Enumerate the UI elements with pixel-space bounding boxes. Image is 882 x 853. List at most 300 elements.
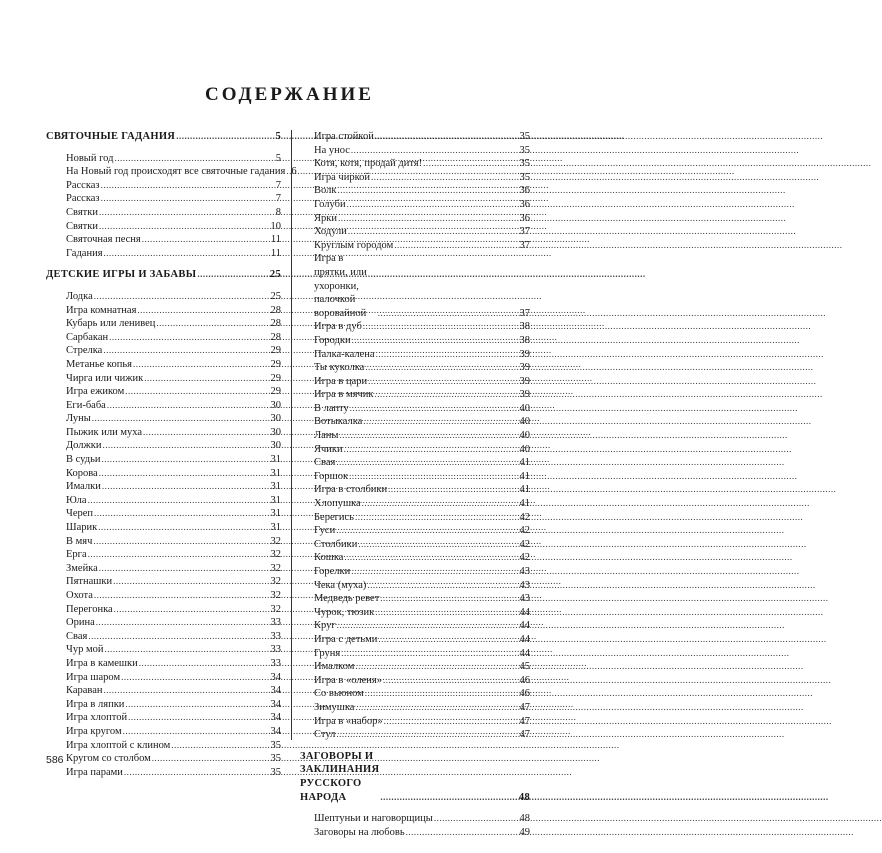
dot-leader — [384, 715, 519, 729]
toc-entry-title: Шептуньи и наговорщицы — [314, 813, 433, 825]
toc-page-number: 35 — [270, 766, 281, 778]
toc-page-number: 34 — [270, 725, 281, 737]
toc-entry — [300, 252, 530, 320]
toc-entry — [46, 385, 281, 399]
toc-entry-title: Свая — [66, 630, 88, 642]
dot-leader — [349, 470, 518, 484]
dot-leader — [93, 535, 269, 549]
dot-leader — [351, 565, 518, 579]
toc-entry-title: Игра стойкой — [314, 131, 374, 142]
toc-entry-title: В лапту — [314, 402, 349, 414]
toc-page-number: 40 — [519, 402, 530, 414]
toc-entry — [300, 687, 530, 701]
toc-entry — [300, 565, 530, 579]
toc-section-heading — [300, 750, 530, 804]
toc-entry — [300, 320, 530, 334]
dot-leader — [376, 348, 519, 362]
toc-page-number: 44 — [519, 647, 530, 659]
toc-entry — [300, 334, 530, 348]
toc-entry — [300, 812, 530, 826]
toc-page-number: 32 — [270, 549, 281, 561]
toc-entry-title: Шарик — [66, 522, 98, 534]
dot-leader — [101, 179, 275, 193]
toc-entry — [300, 483, 530, 497]
dot-leader — [125, 385, 269, 399]
toc-entry-title: Метанье копья — [66, 358, 132, 370]
toc-entry — [300, 388, 530, 402]
toc-entry-title: Череп — [66, 508, 94, 520]
dot-leader — [128, 711, 269, 725]
dot-leader — [139, 657, 270, 671]
toc-page-number: 5 — [275, 131, 281, 142]
toc-entry-title: Игра шаром — [66, 671, 121, 683]
toc-entry-title: Ты куколка — [314, 362, 365, 374]
toc-page-number: 43 — [519, 579, 530, 591]
dot-leader — [96, 616, 270, 630]
toc-page-number: 46 — [519, 674, 530, 686]
toc-page-number: 33 — [270, 617, 281, 629]
toc-entry — [300, 443, 530, 457]
toc-page-number: 32 — [270, 535, 281, 547]
toc-entry-title: Еги-баба — [66, 399, 106, 411]
toc-entry — [300, 538, 530, 552]
toc-entry-title: Свая — [314, 457, 336, 469]
toc-section-title: ЗАГОВОРЫ И ЗАКЛИНАНИЯ РУССКОГО НАРОДА — [300, 750, 380, 803]
toc-entry-title: Ималком — [314, 661, 355, 673]
toc-page-number: 36 — [519, 185, 530, 197]
dot-leader — [344, 551, 518, 565]
toc-page-number: 35 — [519, 144, 530, 156]
toc-entry-title: Святки — [66, 220, 98, 232]
dot-leader — [406, 826, 519, 840]
toc-page-number: 35 — [270, 739, 281, 751]
toc-entry — [46, 317, 281, 331]
dot-leader — [103, 439, 270, 453]
toc-entry-title: Кошка — [314, 552, 344, 564]
toc-entry — [300, 171, 530, 185]
dot-leader — [355, 701, 518, 715]
toc-entry-title: Заговоры на любовь — [314, 826, 405, 838]
toc-entry — [300, 415, 530, 429]
toc-entry-title: Чурок, тюзик — [314, 606, 375, 618]
toc-entry — [300, 130, 530, 144]
toc-entry-title: Игра в «набор» — [314, 715, 383, 727]
toc-page-number: 31 — [270, 467, 281, 479]
toc-page-number: 28 — [270, 331, 281, 343]
dot-leader — [124, 766, 270, 780]
dot-leader — [113, 575, 269, 589]
dot-leader — [142, 233, 270, 247]
dot-leader — [336, 524, 518, 538]
toc-entry — [46, 439, 281, 453]
dot-leader — [143, 426, 269, 440]
dot-leader — [102, 453, 270, 467]
toc-page-number: 42 — [519, 552, 530, 564]
toc-page-number: 11 — [270, 247, 281, 259]
dot-leader — [144, 372, 269, 386]
toc-entry-title: Змейка — [66, 562, 98, 574]
toc-entry — [46, 290, 281, 304]
toc-page-number: 37 — [519, 239, 530, 251]
dot-leader — [351, 144, 519, 158]
dot-leader — [374, 388, 518, 402]
page-number: 586 — [46, 754, 64, 766]
dot-leader — [337, 184, 518, 198]
toc-entry-title: Сарбакан — [66, 331, 109, 343]
dot-leader — [88, 494, 270, 508]
dot-leader — [347, 198, 519, 212]
toc-page-number: 34 — [270, 671, 281, 683]
dot-leader — [365, 361, 518, 375]
toc-entry-title: Игра кругом — [66, 725, 122, 737]
toc-entry-title: На Новый год происходят все святочные гадания — [66, 166, 286, 178]
toc-entry — [300, 619, 530, 633]
toc-entry — [46, 643, 281, 657]
toc-page-number: 41 — [519, 470, 530, 482]
toc-entry-title: Кругом со столбом — [66, 753, 151, 765]
toc-page-number: 37 — [519, 307, 530, 319]
toc-entry-title: Лодка — [66, 290, 93, 302]
toc-entry-title: Рассказ — [66, 179, 100, 191]
dot-leader — [286, 165, 290, 179]
dot-leader — [103, 344, 269, 358]
toc-entry-title: Груня — [314, 647, 341, 659]
toc-entry-title: Игра в прятки, или ухоронки, палочкой воровайной — [314, 253, 367, 319]
toc-entry-title: Котя, котя, продай дитя! — [314, 158, 423, 170]
toc-page-number: 10 — [270, 220, 281, 232]
toc-page-number: 35 — [519, 158, 530, 170]
toc-page-number: 25 — [270, 290, 281, 302]
toc-page-number: 32 — [270, 603, 281, 615]
toc-entry-title: Горшок — [314, 470, 349, 482]
toc-entry — [46, 152, 281, 166]
toc-entry-title: Голуби — [314, 198, 346, 210]
dot-leader — [358, 538, 518, 552]
toc-entry-title: Игра с детьми — [314, 633, 378, 645]
toc-entry-title: Корова — [66, 467, 98, 479]
toc-entry — [46, 725, 281, 739]
toc-entry-title: Круг — [314, 620, 336, 632]
toc-entry — [46, 535, 281, 549]
toc-entry — [46, 684, 281, 698]
toc-page-number: 44 — [519, 633, 530, 645]
dot-leader — [125, 698, 269, 712]
toc-entry-title: Чирга или чижик — [66, 372, 144, 384]
toc-entry-title: Горелки — [314, 566, 351, 577]
dot-leader — [380, 592, 518, 606]
toc-entry — [46, 548, 281, 562]
toc-page-number: 30 — [270, 399, 281, 411]
dot-leader — [99, 206, 275, 220]
dot-leader — [104, 684, 270, 698]
toc-entry-title: Игра комнатная — [66, 304, 137, 316]
dot-leader — [197, 268, 269, 282]
toc-entry — [46, 358, 281, 372]
toc-entry — [300, 144, 530, 158]
toc-entry — [300, 551, 530, 565]
toc-entry-title: Юла — [66, 494, 87, 506]
toc-entry — [300, 647, 530, 661]
toc-page-number: 32 — [270, 562, 281, 574]
dot-leader — [378, 633, 518, 647]
toc-page-number: 32 — [270, 576, 281, 588]
dot-leader — [104, 643, 269, 657]
toc-page-number: 31 — [270, 494, 281, 506]
toc-entry — [300, 715, 530, 729]
toc-entry-title: Луны — [66, 413, 91, 425]
toc-page-number: 11 — [270, 234, 281, 246]
dot-leader — [363, 415, 518, 429]
toc-entry-title: Кубарь или ленивец — [66, 318, 156, 330]
toc-entry — [300, 212, 530, 226]
toc-left-column — [46, 130, 297, 779]
toc-entry-title: Ярки — [314, 212, 337, 224]
toc-entry-title: Хлопушка — [314, 498, 361, 510]
toc-page-number: 48 — [519, 813, 530, 825]
toc-entry — [300, 239, 530, 253]
toc-page-number: 46 — [519, 688, 530, 700]
page-title: СОДЕРЖАНИЕ — [205, 84, 374, 105]
dot-leader — [352, 334, 519, 348]
toc-entry-title: Святочная песня — [66, 234, 141, 246]
toc-entry-title: Ячики — [314, 443, 343, 455]
toc-page-number: 39 — [519, 362, 530, 374]
toc-entry-title: В мяч — [66, 535, 93, 547]
dot-leader — [375, 606, 518, 620]
dot-leader — [176, 130, 274, 144]
toc-entry — [300, 592, 530, 606]
toc-page-number: 31 — [270, 454, 281, 466]
toc-entry-title: Игра в «оленя» — [314, 674, 382, 686]
dot-leader — [367, 579, 518, 593]
toc-entry — [46, 331, 281, 345]
toc-entry — [46, 247, 281, 261]
dot-leader — [341, 647, 518, 661]
toc-entry-title: Игра в ляпки — [66, 698, 125, 710]
toc-entry — [300, 606, 530, 620]
dot-leader — [114, 152, 274, 166]
toc-right-column — [300, 130, 530, 839]
toc-page-number: 34 — [270, 712, 281, 724]
toc-entry-title: Игра парами — [66, 766, 123, 778]
toc-page-number: 44 — [519, 620, 530, 632]
toc-entry — [46, 304, 281, 318]
dot-leader — [98, 521, 269, 535]
toc-entry-title: Ходули — [314, 226, 347, 238]
dot-leader — [336, 728, 518, 742]
dot-leader — [99, 220, 270, 234]
toc-page-number: 30 — [270, 413, 281, 425]
toc-page-number: 31 — [270, 481, 281, 493]
toc-page-number: 42 — [519, 511, 530, 523]
toc-page-number: 42 — [519, 525, 530, 537]
toc-entry — [46, 412, 281, 426]
toc-entry — [46, 562, 281, 576]
dot-leader — [348, 225, 519, 239]
dot-leader — [394, 239, 518, 253]
toc-page-number: 30 — [270, 426, 281, 438]
toc-page-number: 35 — [519, 171, 530, 183]
dot-leader — [123, 725, 270, 739]
dot-leader — [388, 483, 518, 497]
toc-entry — [300, 826, 530, 840]
toc-entry — [300, 579, 530, 593]
toc-entry — [46, 165, 297, 179]
toc-entry — [46, 399, 281, 413]
toc-page-number: 45 — [519, 661, 530, 673]
toc-entry-title: Зимушка — [314, 701, 355, 713]
toc-entry-title: Игра в дуб — [314, 321, 362, 333]
toc-entry — [46, 507, 281, 521]
toc-entry-title: Игра хлоптой — [66, 712, 128, 724]
dot-leader — [368, 375, 518, 389]
dot-leader — [380, 791, 517, 805]
toc-entry-title: Святки — [66, 206, 98, 218]
toc-entry-title: Перегонка — [66, 603, 113, 615]
toc-page-number: 31 — [270, 522, 281, 534]
toc-entry — [300, 470, 530, 484]
toc-entry-title: Должки — [66, 440, 102, 452]
toc-entry — [300, 660, 530, 674]
toc-entry-title: Чур мой — [66, 644, 104, 656]
toc-entry — [46, 739, 281, 753]
dot-leader — [434, 812, 519, 826]
dot-leader — [94, 290, 270, 304]
toc-page-number: 7 — [275, 193, 281, 205]
dot-leader — [423, 157, 518, 171]
toc-entry — [300, 524, 530, 538]
toc-entry — [300, 157, 530, 171]
dot-leader — [107, 399, 270, 413]
toc-page-number: 33 — [270, 644, 281, 656]
toc-entry — [46, 657, 281, 671]
toc-entry-title: Пятнашки — [66, 576, 113, 588]
toc-entry — [300, 633, 530, 647]
toc-section-heading — [46, 130, 281, 144]
toc-entry — [300, 184, 530, 198]
toc-page-number: 29 — [270, 372, 281, 384]
dot-leader — [99, 467, 270, 481]
dot-leader — [171, 739, 269, 753]
toc-page-number: 40 — [519, 430, 530, 442]
toc-entry-title: Столбики — [314, 538, 358, 550]
toc-entry-title: Пыжик или муха — [66, 426, 143, 438]
dot-leader — [350, 402, 519, 416]
toc-page-number: 28 — [270, 304, 281, 316]
toc-entry-title: Волк — [314, 185, 337, 197]
toc-entry — [46, 521, 281, 535]
toc-page-number: 25 — [269, 269, 281, 281]
toc-entry-title: Гадания — [66, 247, 103, 259]
toc-page-number: 36 — [519, 198, 530, 210]
toc-entry — [300, 701, 530, 715]
toc-page-number: 32 — [270, 590, 281, 601]
toc-entry-title: Игра в камешки — [66, 657, 138, 669]
toc-entry — [46, 426, 281, 440]
toc-entry-title: Круглым городом — [314, 239, 394, 251]
toc-page-number: 8 — [275, 206, 281, 218]
toc-page-number: 39 — [519, 389, 530, 401]
toc-page-number: 30 — [270, 440, 281, 452]
dot-leader — [88, 630, 269, 644]
toc-page-number: 33 — [270, 630, 281, 642]
toc-page-number: 29 — [270, 345, 281, 357]
dot-leader — [339, 429, 518, 443]
toc-page-number: 31 — [270, 508, 281, 520]
toc-entry — [46, 372, 281, 386]
column-divider — [291, 130, 292, 740]
toc-entry — [46, 467, 281, 481]
toc-entry — [300, 497, 530, 511]
toc-entry-title: Чека (муха) — [314, 579, 367, 591]
toc-entry-title: На унос — [314, 144, 350, 156]
toc-entry-title: Ланы — [314, 430, 339, 442]
toc-page-number: 43 — [519, 566, 530, 577]
toc-entry — [300, 375, 530, 389]
toc-entry — [300, 402, 530, 416]
dot-leader — [337, 619, 519, 633]
toc-page-number: 29 — [270, 358, 281, 370]
toc-page-number: 36 — [519, 212, 530, 224]
toc-entry — [46, 453, 281, 467]
dot-leader — [363, 320, 519, 334]
dot-leader — [92, 412, 270, 426]
toc-entry-title: Караван — [66, 685, 103, 697]
toc-entry — [300, 674, 530, 688]
toc-entry — [46, 480, 281, 494]
toc-page-number: 44 — [519, 606, 530, 618]
toc-entry-title: Ерга — [66, 549, 87, 561]
toc-page-number: 35 — [519, 131, 530, 142]
toc-entry — [46, 752, 281, 766]
toc-entry-title: В судьи — [66, 454, 101, 466]
toc-entry-title: Стрелка — [66, 345, 103, 357]
dot-leader — [114, 603, 270, 617]
toc-entry — [46, 192, 281, 206]
toc-entry-title: Новый год — [66, 152, 114, 164]
dot-leader — [104, 247, 270, 261]
toc-page-number: 47 — [519, 701, 530, 713]
toc-page-number: 47 — [519, 729, 530, 741]
dot-leader — [383, 674, 519, 688]
toc-entry — [300, 511, 530, 525]
dot-leader — [94, 507, 269, 521]
toc-page-number: 6 — [291, 166, 297, 178]
dot-leader — [362, 497, 519, 511]
toc-entry-title: Игра в столбики — [314, 484, 388, 496]
toc-page-number: 40 — [519, 416, 530, 428]
dot-leader — [365, 687, 519, 701]
toc-page-number: 39 — [519, 375, 530, 387]
toc-entry — [46, 671, 281, 685]
toc-page-number: 5 — [275, 152, 281, 164]
toc-entry — [46, 603, 281, 617]
toc-entry — [46, 206, 281, 220]
toc-page-number: 28 — [270, 318, 281, 330]
dot-leader — [137, 304, 269, 318]
toc-entry — [300, 348, 530, 362]
toc-entry-title: Палка-калена — [314, 348, 375, 360]
toc-entry-title: Игра в цари — [314, 375, 368, 387]
toc-entry — [46, 616, 281, 630]
toc-entry-title: Рассказ — [66, 193, 100, 205]
toc-entry-title: Игра чиркой — [314, 171, 371, 183]
toc-page-number: 34 — [270, 685, 281, 697]
toc-entry-title: Со вьюном — [314, 688, 364, 700]
toc-page-number: 43 — [519, 593, 530, 605]
toc-entry — [300, 728, 530, 742]
dot-leader — [378, 307, 519, 321]
